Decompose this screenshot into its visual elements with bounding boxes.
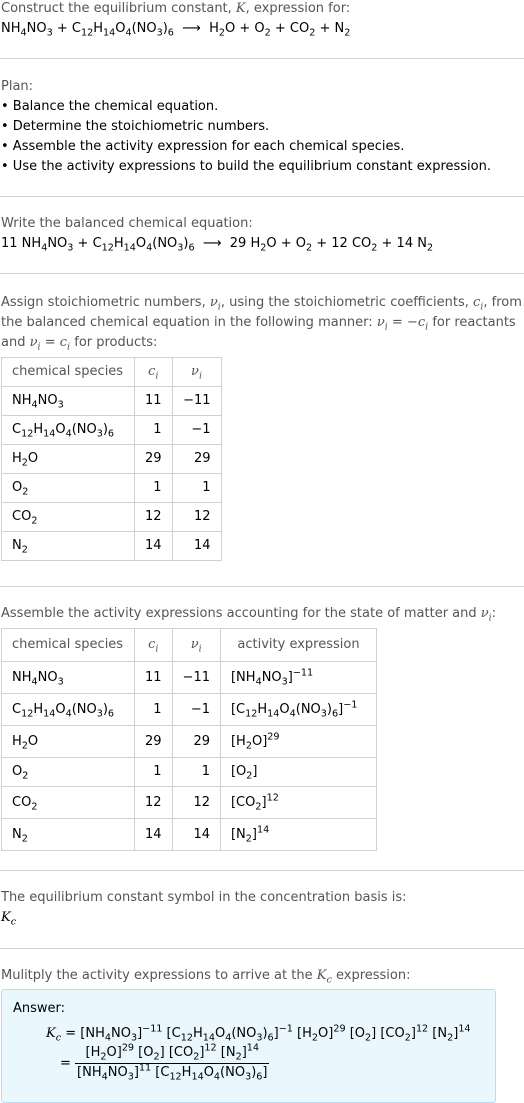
header-species: chemical species: [2, 358, 135, 387]
table-header-row: [2, 629, 377, 662]
table-header-row: [2, 358, 222, 387]
ci-cell: 14: [135, 819, 173, 851]
species-cell: $NH_4NO_3$: [2, 662, 135, 694]
nui-cell: 29: [172, 726, 220, 758]
ci-cell: 12: [135, 503, 173, 532]
stoich-table: [1, 357, 222, 561]
nui-cell: −1: [172, 416, 221, 445]
activity-text: Assemble the activity expressions accounting for the state of matter and $\nu_i$:: [1, 606, 497, 624]
header-ci: $c_i$: [135, 358, 173, 387]
intro-reaction: $NH_4NO_3 + C_{12}H_{14}O_4(NO_3)_6$ ⟶ $H_2O + O_2 + CO_2 + N_2$: [1, 21, 351, 39]
fraction-numerator: $[H_2O]^{29}$ $[O_2]$ $[CO_2]^{12}$ $[N_2]^{14}$: [75, 1044, 269, 1064]
plan-step: • Balance the chemical equation.: [1, 99, 219, 114]
table-row: [2, 532, 222, 561]
species-cell: $C_{12}H_{14}O_4(NO_3)_6$: [2, 694, 135, 726]
activity-cell: $[N_2]^{14}$: [220, 819, 376, 851]
nui-cell: 29: [172, 445, 221, 474]
balanced-equation: 11 $NH_4NO_3 + C_{12}H_{14}O_4(NO_3)_6$ ⟶ 29 $H_2O + O_2 + 12$ $CO_2 + 14$ $N_2$: [1, 236, 434, 254]
nui-cell: −11: [172, 662, 220, 694]
k-symbol: K: [235, 1, 246, 16]
fraction-denominator: $[NH_4NO_3]^{11}$ $[C_{12}H_{14}O_4(NO_3)_6]$: [77, 1062, 268, 1083]
answer-fraction: [75, 1044, 269, 1083]
ci-cell: 11: [135, 662, 173, 694]
table-row: [2, 387, 222, 416]
nui-cell: 14: [172, 532, 221, 561]
intro-suffix: , expression for:: [245, 1, 351, 16]
ci-cell: 12: [135, 787, 173, 819]
header-nui: $\nu_i$: [172, 358, 221, 387]
ci-cell: 11: [135, 387, 173, 416]
symbol-text: The equilibrium constant symbol in the concentration basis is:: [1, 890, 407, 905]
stoich-text-line: the balanced chemical equation in the following manner: $\nu_i = -c_i$ for reactants: [1, 315, 516, 333]
header-species: chemical species: [2, 629, 135, 662]
species-cell: $O_2$: [2, 474, 135, 503]
table-row: [2, 819, 377, 851]
stoich-text-line: and $\nu_i = c_i$ for products:: [1, 335, 158, 353]
species-cell: $C_{12}H_{14}O_4(NO_3)_6$: [2, 416, 135, 445]
activity-cell: $[O_2]$: [220, 758, 376, 787]
species-cell: $N_2$: [2, 532, 135, 561]
divider: [0, 948, 524, 949]
ci-cell: 1: [135, 474, 173, 503]
table-row: [2, 662, 377, 694]
header-activity: activity expression: [220, 629, 376, 662]
nui-cell: 1: [172, 474, 221, 503]
species-cell: $H_2O$: [2, 726, 135, 758]
divider: [0, 273, 524, 274]
activity-cell: $[H_2O]^{29}$: [220, 726, 376, 758]
plan-step: • Determine the stoichiometric numbers.: [1, 119, 270, 134]
answer-box: [1, 989, 496, 1103]
intro-text: [1, 0, 350, 19]
kc-symbol: $K_c$: [1, 910, 17, 928]
table-row: [2, 445, 222, 474]
divider: [0, 58, 524, 59]
ci-cell: 29: [135, 726, 173, 758]
species-cell: $NH_4NO_3$: [2, 387, 135, 416]
nui-cell: 14: [172, 819, 220, 851]
ci-cell: 1: [135, 694, 173, 726]
header-ci: $c_i$: [135, 629, 173, 662]
table-row: [2, 726, 377, 758]
multiply-text: Mulitply the activity expressions to arrive at the $K_c$ expression:: [1, 968, 411, 986]
activity-cell: $[CO_2]^{12}$: [220, 787, 376, 819]
species-cell: $CO_2$: [2, 503, 135, 532]
divider: [0, 870, 524, 871]
table-row: [2, 787, 377, 819]
plan-step: • Assemble the activity expression for each chemical species.: [1, 139, 405, 154]
divider: [0, 196, 524, 197]
ci-cell: 1: [135, 416, 173, 445]
answer-label: Answer:: [13, 1001, 66, 1016]
nui-cell: −1: [172, 694, 220, 726]
ci-cell: 29: [135, 445, 173, 474]
answer-line1: $K_c = [NH_4NO_3]^{-11}$ $[C_{12}H_{14}O_4(NO_3)_6]^{-1}$ $[H_2O]^{29}$ $[O_2]$ $[CO_2]^{12}$ $[N_2]^{14}$: [46, 1023, 471, 1044]
intro-prefix: Construct the equilibrium constant,: [1, 1, 236, 16]
activity-table: [1, 628, 377, 851]
nui-cell: 1: [172, 758, 220, 787]
stoich-text-line: Assign stoichiometric numbers, $\nu_i$, using the stoichiometric coefficients, $c_i$, from: [1, 295, 522, 313]
divider: [0, 586, 524, 587]
species-cell: $N_2$: [2, 819, 135, 851]
table-row: [2, 503, 222, 532]
species-cell: $CO_2$: [2, 787, 135, 819]
species-cell: $O_2$: [2, 758, 135, 787]
nui-cell: 12: [172, 503, 221, 532]
species-cell: $H_2O$: [2, 445, 135, 474]
plan-step: • Use the activity expressions to build the equilibrium constant expression.: [1, 159, 491, 174]
activity-cell: $[NH_4NO_3]^{-11}$: [220, 662, 376, 694]
table-row: [2, 694, 377, 726]
ci-cell: 1: [135, 758, 173, 787]
nui-cell: −11: [172, 387, 221, 416]
table-row: [2, 758, 377, 787]
plan-title: Plan:: [1, 79, 34, 94]
activity-cell: $[C_{12}H_{14}O_4(NO_3)_6]^{-1}$: [220, 694, 376, 726]
balanced-title: Write the balanced chemical equation:: [1, 216, 253, 231]
nui-cell: 12: [172, 787, 220, 819]
ci-cell: 14: [135, 532, 173, 561]
table-row: [2, 474, 222, 503]
header-nui: $\nu_i$: [172, 629, 220, 662]
table-row: [2, 416, 222, 445]
answer-fraction-line: = $\frac{[H_2O]^{29} [O_2] [CO_2]^{12} [N_2]^{14}}{[NH_4NO_3]^{11} [C_{12}H_{14}O_4(NO_3)_6]}$: [60, 1042, 268, 1083]
